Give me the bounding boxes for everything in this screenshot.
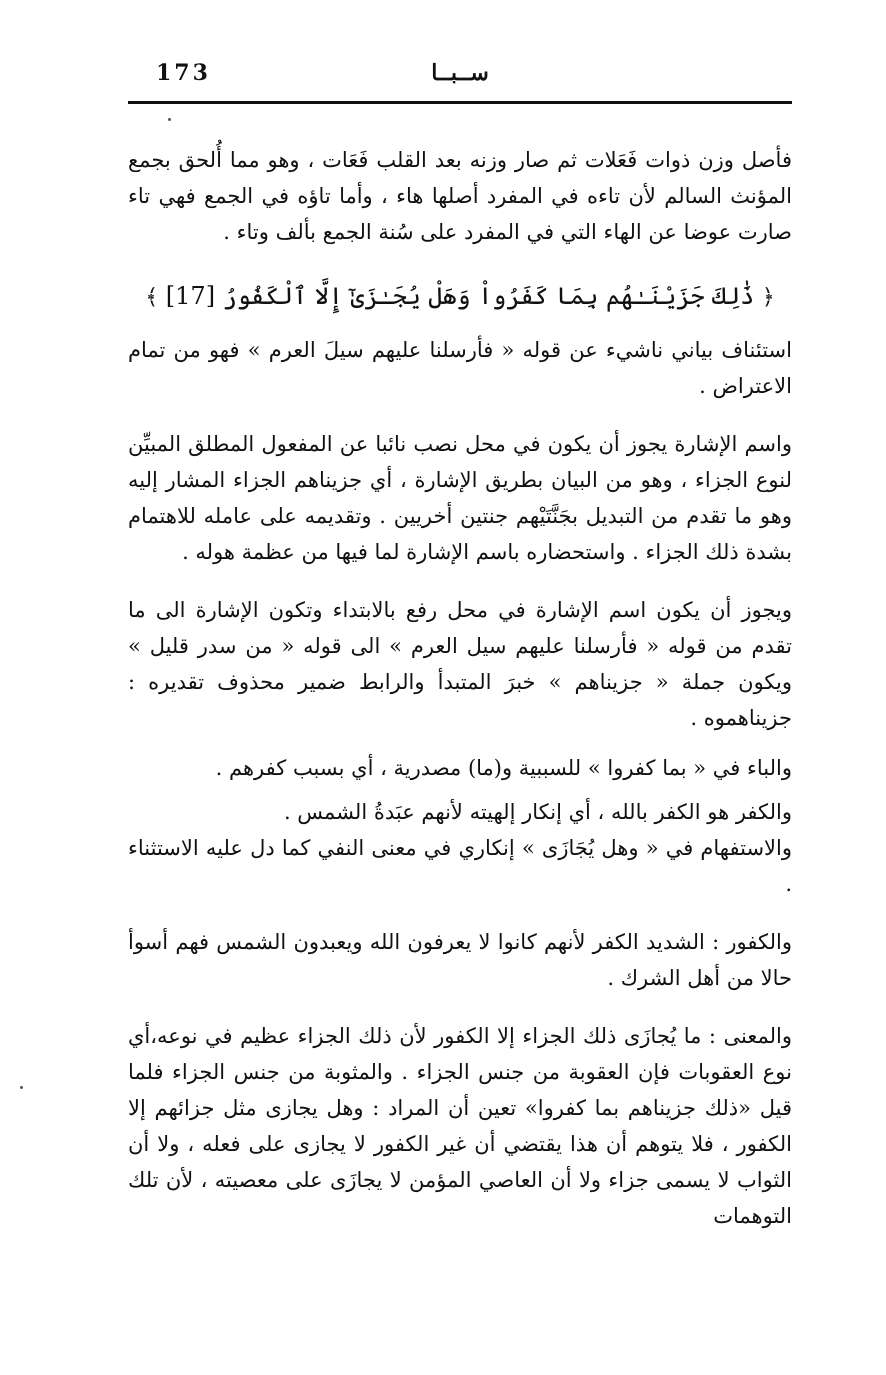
paragraph-9: والمعنى : ما يُجازَى ذلك الجزاء إلا الكفور لأن ذلك الجزاء عظيم في نوعه،أي نوع العقوبات فإن العقوبة من جنس الجزاء . والمثوبة من جنس الجزاء فلما قيل «ذلك جزيناهم بما كفروا» تعين أن المراد : وهل يجازى مثل جزائهم إلا الكفور ، فلا يتوهم أن هذا يقتضي أن غير الكفور لا يجازى على فعله ، ولا أن الثواب لا يسمى جزاء ولا أن العاصي المؤمن لا يجازَى على معصيته ، لأن تلك التوهمات (128, 1024, 792, 1228)
verse-open-bracket: ﴿ (761, 285, 775, 310)
page-body (128, 142, 792, 1234)
page-header (128, 58, 792, 98)
page-number: 173 (156, 60, 211, 86)
scan-speck (168, 118, 171, 121)
paragraph-1: فأصل وزن ذوات فَعَلات ثم صار وزنه بعد القلب فَعَات ، وهو مما أُلحق بجمع المؤنث السالم لأن تاءه في المفرد أصلها هاء ، وأما تاؤه في الجمع فهي تاء صارت عوضا عن الهاء التي في المفرد على سُنة الجمع بألف وتاء . (128, 148, 792, 244)
paragraph-3: واسم الإشارة يجوز أن يكون في محل نصب نائبا عن المفعول المطلق المبيِّن لنوع الجزاء ، وهو من البيان بطريق الإشارة ، أي جزيناهم الجزاء المشار إليه وهو ما تقدم من التبديل بجَنَّتَيْهم جنتين أخريين . وتقديمه على عامله للاهتمام بشدة ذلك الجزاء . واستحضاره باسم الإشارة لما فيها من عظمة هوله . (128, 432, 792, 564)
header-rule (128, 101, 792, 104)
paragraph-6: والكفر هو الكفر بالله ، أي إنكار إلهيته لأنهم عبَدةُ الشمس . (283, 800, 792, 824)
paragraph-8: والكفور : الشديد الكفر لأنهم كانوا لا يعرفون الله ويعبدون الشمس فهم أسوأ حالا من أهل الشرك . (128, 930, 792, 990)
verse-close-bracket: ﴾ (145, 285, 159, 310)
paragraph-5: والباء في « بما كفروا » للسببية و(ما) مصدرية ، أي بسبب كفرهم . (215, 756, 792, 780)
ayah-number: [17] (165, 282, 216, 310)
paragraph-2: استئناف بياني ناشيء عن قوله « فأرسلنا عليهم سيلَ العرم » فهو من تمام الاعتراض . (128, 338, 792, 398)
running-head: ســبــا (431, 60, 489, 86)
paragraph-4: ويجوز أن يكون اسم الإشارة في محل رفع بالابتداء وتكون الإشارة الى ما تقدم من قوله « فأرسلنا عليهم سيل العرم » الى قوله « من سدر قليل » ويكون جملة « جزيناهم » خبرَ المتبدأ والرابط ضمير محذوف تقديره : جزيناهموه . (128, 598, 792, 730)
paragraph-7: والاستفهام في « وهل يُجَازَى » إنكاري في معنى النفي كما دل عليه الاستثناء . (128, 836, 792, 896)
verse-text: ذَٰلِكَ جَزَيْنَـٰهُم بِمَا كَفَرُواْ وَهَلْ يُجَـٰزَىٰٓ إِلَّا ٱلْكَفُورُ (222, 282, 755, 310)
quran-verse (128, 276, 792, 318)
scan-speck (20, 1086, 23, 1089)
